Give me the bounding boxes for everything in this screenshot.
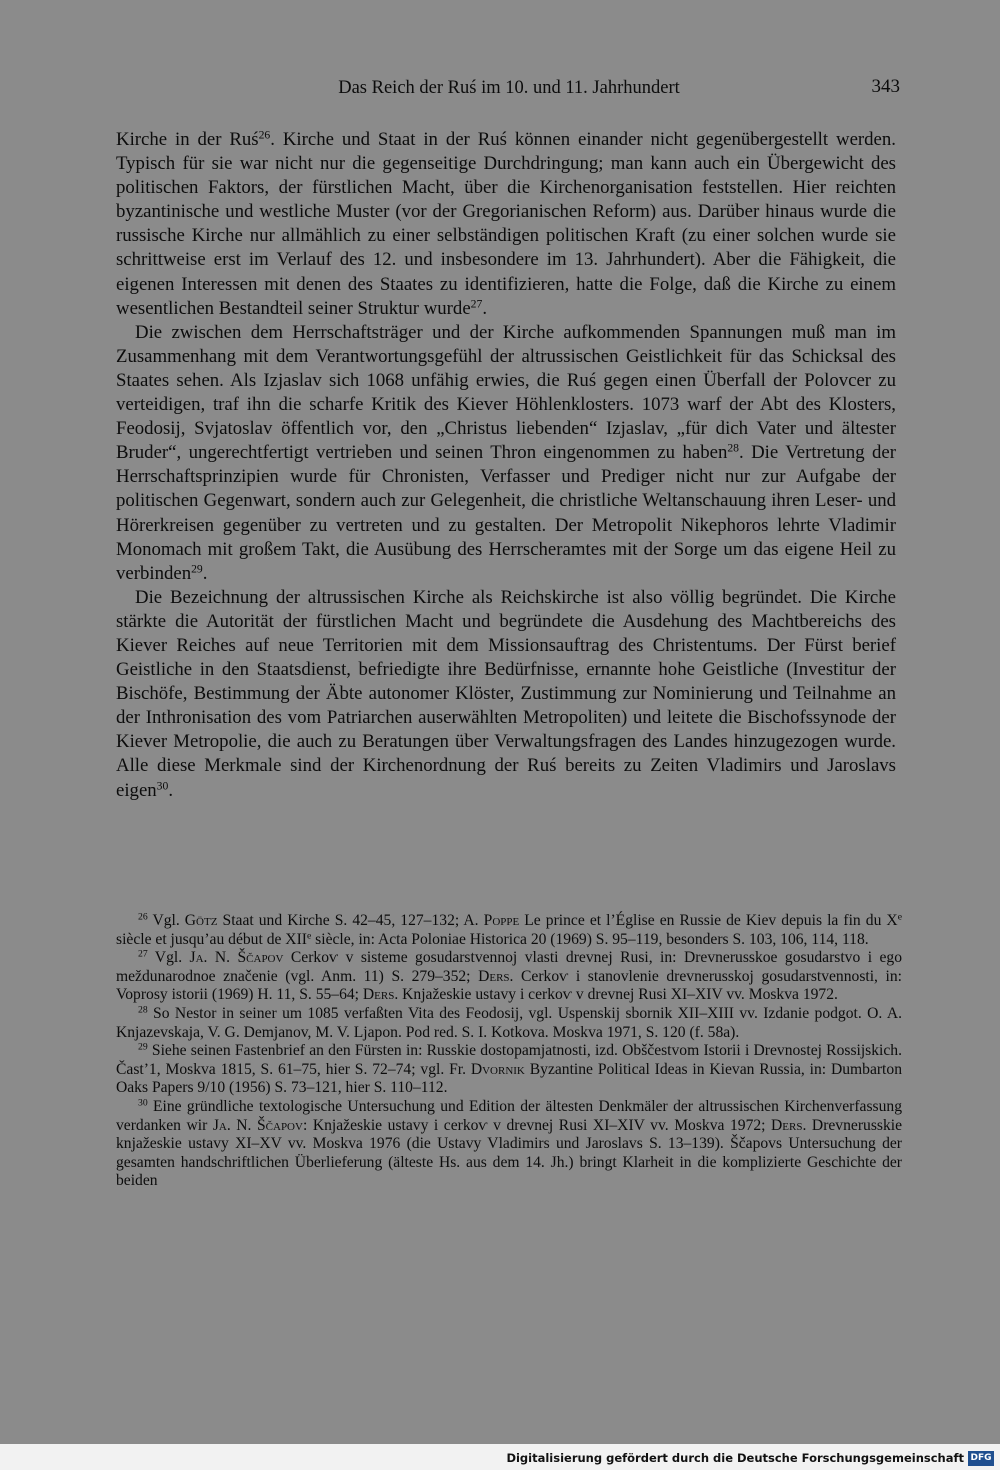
footnote-ref-27: 27 [470,297,483,311]
text-run: Cerkoѵ i stanovlenie drevnerusskoj gosudarstvennosti, in: Voprosy istorii (1969) H. 11, S. 55–64; [116,967,902,1004]
author-name: Ders. [478,967,514,985]
footnote-ref-30: 30 [156,779,169,793]
footnote-number: 28 [138,1004,148,1016]
text-run: Siehe seinen Fastenbrief an den Fürsten in: Russkie dostopamjatnosti, izd. Obščestvom Istorii i Drevnostej Rossijskich. Čast’1, Moskva 1815, S. 61–75, hier S. 72–74; vgl. Fr. [116,1042,902,1078]
running-head [116,78,902,104]
text-run: siècle, in: Acta Poloniae Historica 20 (1969) S. 95–119, besonders S. 103, 106, 114, 118. [311,930,869,948]
footnote-number: 27 [138,948,148,960]
text-run: . [202,562,208,584]
dfg-logo-icon: DFG [968,1451,994,1466]
footnote-number: 30 [138,1097,148,1109]
footnote-ref-28: 28 [727,441,739,455]
author-name: Poppe [483,912,520,929]
text-run: Vgl. [147,949,190,967]
digitization-bar [0,1444,1000,1470]
author-name: Götz [184,912,218,929]
text-run: Byzantine Political Ideas in Kievan Russia, in: Dumbarton Oaks Papers 9/10 (1956) S. 73–121, hier S. 110–112. [116,1060,902,1097]
footnote-29 [116,1042,902,1098]
main-text [116,128,896,803]
text-run: Knjažeskie ustavy i cerkoѵ v drevnej Rusi XI–XIV vv. Moskva 1972. [398,986,838,1004]
footnote-28 [116,1005,902,1042]
superscript: e [306,930,312,942]
author-name: Ders. [362,986,399,1004]
text-run: Drevnerusskie knjažeskie ustavy XI–XV vv. Moskva 1976 (die Ustavy Vladimirs und Jaroslavs S. 13–139). Ščapovs Untersuchung der gesamten handschriftlichen Überlieferung (älteste Hs. aus dem 14. Jh.) bringt Klarheit in die komplizierte Geschichte der beiden [116,1116,903,1190]
text-run: : Knjažeskie ustavy i cerkoѵ v drevnej Rusi XI–XIV vv. Moskva 1972; [302,1116,772,1134]
text-run: . Die Vertretung der Herrschaftsprinzipien wurde für Chronisten, Verfasser und Prediger nicht nur zur Aufgabe der politischen Gegenwart, sondern auch zur Gelegenheit, die christliche Weltanschauung ihren Leser- und Hörerkreisen gegenüber zu vertreten und zu gestalten. Der Metropolit Nikephoros lehrte Vladimir Monomach mit großem Takt, die Ausübung des Herrscheramtes mit der Sorge um das eigene Heil zu verbinden [116,442,897,584]
text-run: Die Bezeichnung der altrussischen Kirche als Reichskirche ist also völlig begründet. Die Kirche stärkte die Autorität der fürstlichen Macht und begründete die Ausdehung des Machtbereichs des Kiever Reiches auf neue Territorien mit dem Missionsauftrag des Christentums. Der Fürst berief Geistliche in den Staatsdienst, befriedigte ihre Bedürfnisse, ernannte hohe Geistliche (Investitur der Bischöfe, Bestimmung der Äbte autonomer Klöster, Zustimmung zur Nominierung und Teilnahme an der Inthronisation des vom Patriarchen auserwählten Metropoliten) und leitete die Bischofssynode der Kiever Metropolie, die auch zu Beratungen über Verwaltungsfragen des Landes hinzugezogen wurde. Alle diese Merkmale sind der Kirchenordnung der Ruś bereits zu Zeiten Vladimirs und Jaroslavs eigen [116,586,896,801]
page-number: 343 [871,76,900,97]
text-run: siècle et jusqu’au début de XII [116,930,307,948]
paragraph-1 [116,128,896,321]
footnote-ref-26: 26 [258,128,271,142]
text-run: . Kirche und Staat in der Ruś können einander nicht gegenübergestellt werden. Typisch für sie war nicht nur die gegenseitige Durchdringung; man kann auch ein Übergewicht des politischen Faktors, der fürstlichen Macht, über die Kirchenorganisation feststellen. Hier reichten byzantinische und westliche Muster (vor der Gregorianischen Reform) aus. Darüber hinaus wurde die russische Kirche nur allmählich zu einer selbständigen politischen Kraft (zu einer solchen wurde sie schrittweise erst im Verlauf des 12. und insbesondere im 13. Jahrhundert). Aber die Fähigkeit, die eigenen Interessen mit denen des Staates zu identifizieren, hatte die Folge, daß die Kirche zu einem wesentlichen Bestandteil seiner Struktur wurde [116,129,896,319]
text-run: Eine gründliche textologische Untersuchung und Edition der ältesten Denkmäler der altrussischen Kirchenverfassung verdanken wir [116,1097,902,1134]
text-run: Vgl. [147,912,185,929]
author-name: Ja. N. Ščapov [212,1116,303,1134]
author-name: Ja. N. Ščapov [189,949,284,967]
paragraph-3 [116,586,896,803]
text-run: Kirche in der Ruś [116,129,259,150]
author-name: Ders. [771,1116,807,1134]
text-run: Le prince et l’Église en Russie de Kiev depuis la fin du X [519,912,898,929]
footnote-ref-29: 29 [191,562,203,576]
author-name: Dvornik [470,1060,525,1078]
text-run: . [482,297,488,319]
text-run: Die zwischen dem Herrschaftsträger und der Kirche aufkommenden Spannungen muß man im Zusammenhang mit dem Verantwortungsgefühl der altrussischen Geistlichkeit für das Schicksal des Staates sehen. Als Izjaslav sich 1068 unfähig erwies, die Ruś gegen einen Überfall der Polovcer zu verteidigen, traf ihn die scharfe Kritik des Kiever Höhlenklosters. 1073 warf der Abt des Klosters, Feodosij, Svjatoslav öffentlich vor, den „Christus liebenden“ Izjaslav, „für dich Vater und ältester Bruder“, ungerechtfertigt vertrieben und seinen Thron eingenommen zu haben [116,321,896,464]
footnote-number: 26 [138,911,148,923]
footnote-number: 29 [138,1041,148,1053]
footnote-26 [116,912,902,949]
footnotes [116,912,902,1191]
text-run: So Nestor in seiner um 1085 verfaßten Vita des Feodosij, vgl. Uspenskij sbornik XII–XIII vv. Izdanie podgot. O. A. Knjazevskaja, V. G. Demjanov, M. V. Ljapon. Pod red. S. I. Kotkova. Moskva 1971, S. 120 (f. 58a). [116,1004,902,1041]
text-run: Cerkoѵ v sisteme gosudarstvennoj vlasti drevnej Rusi, in: Drevnerusskoe gosudarstvo i ego meždunarodnoe značenie (vgl. Anm. 11) S. 279–352; [116,949,902,985]
digitization-credit: Digitalisierung gefördert durch die Deutsche Forschungsgemeinschaft [506,1451,964,1465]
running-title: Das Reich der Ruś im 10. und 11. Jahrhundert [338,78,680,98]
text-run: Staat und Kirche S. 42–45, 127–132; A. [217,912,484,929]
footnote-30 [116,1098,902,1191]
superscript: e [897,911,902,923]
text-run: . [168,779,174,801]
paragraph-2 [116,321,896,586]
footnote-27 [116,949,902,1005]
